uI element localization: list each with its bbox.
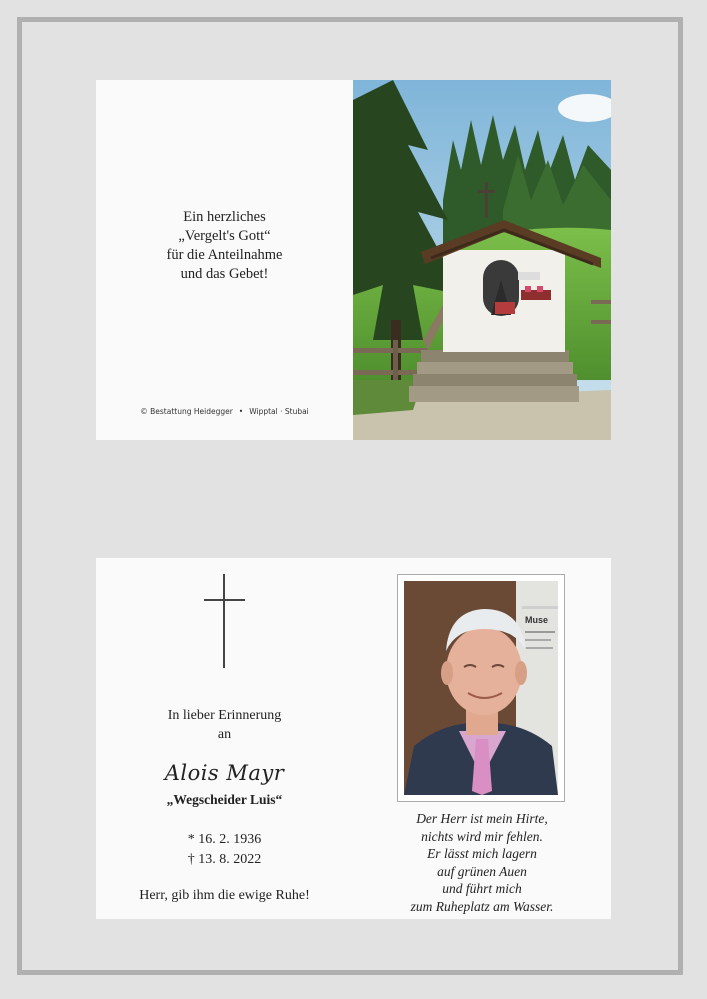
psalm-line: nichts wird mir fehlen. xyxy=(421,828,543,844)
thanks-line: Ein herzliches xyxy=(183,209,266,225)
psalm-text xyxy=(353,810,611,915)
region-text: Wipptal · Stubai xyxy=(249,407,309,416)
death-date: † 13. 8. 2022 xyxy=(187,852,262,867)
thanks-line: „Vergelt's Gott“ xyxy=(178,228,271,244)
thanks-text xyxy=(96,208,353,284)
funeral-home-footer xyxy=(96,407,353,416)
portrait-photo xyxy=(404,581,558,795)
portrait-frame xyxy=(397,574,565,802)
copyright-text: © Bestattung Heidegger xyxy=(140,407,233,416)
psalm-line: Der Herr ist mein Hirte, xyxy=(416,811,548,826)
memorial-card xyxy=(96,558,611,919)
life-dates xyxy=(96,830,353,870)
psalm-line: Er lässt mich lagern xyxy=(427,846,537,861)
memory-line: an xyxy=(217,727,232,742)
memory-line: In lieber Erinnerung xyxy=(167,708,282,723)
thanks-card xyxy=(96,80,611,440)
birth-date: * 16. 2. 1936 xyxy=(187,832,262,847)
psalm-line: zum Ruheplatz am Wasser. xyxy=(410,898,554,914)
thanks-line: für die Anteilnahme xyxy=(166,247,283,263)
psalm-line: auf grünen Auen xyxy=(437,863,527,879)
museum-sign-text: Muse xyxy=(525,615,549,625)
deceased-nickname: „Wegscheider Luis“ xyxy=(166,792,283,807)
psalm-line: und führt mich xyxy=(442,881,522,896)
thanks-line: und das Gebet! xyxy=(180,266,269,282)
blessing-text: Herr, gib ihm die ewige Ruhe! xyxy=(139,888,310,903)
deceased-name: Alois Mayr xyxy=(164,761,285,785)
footer-separator: • xyxy=(238,407,244,416)
chapel-photo xyxy=(353,80,611,440)
memory-text xyxy=(96,706,353,744)
